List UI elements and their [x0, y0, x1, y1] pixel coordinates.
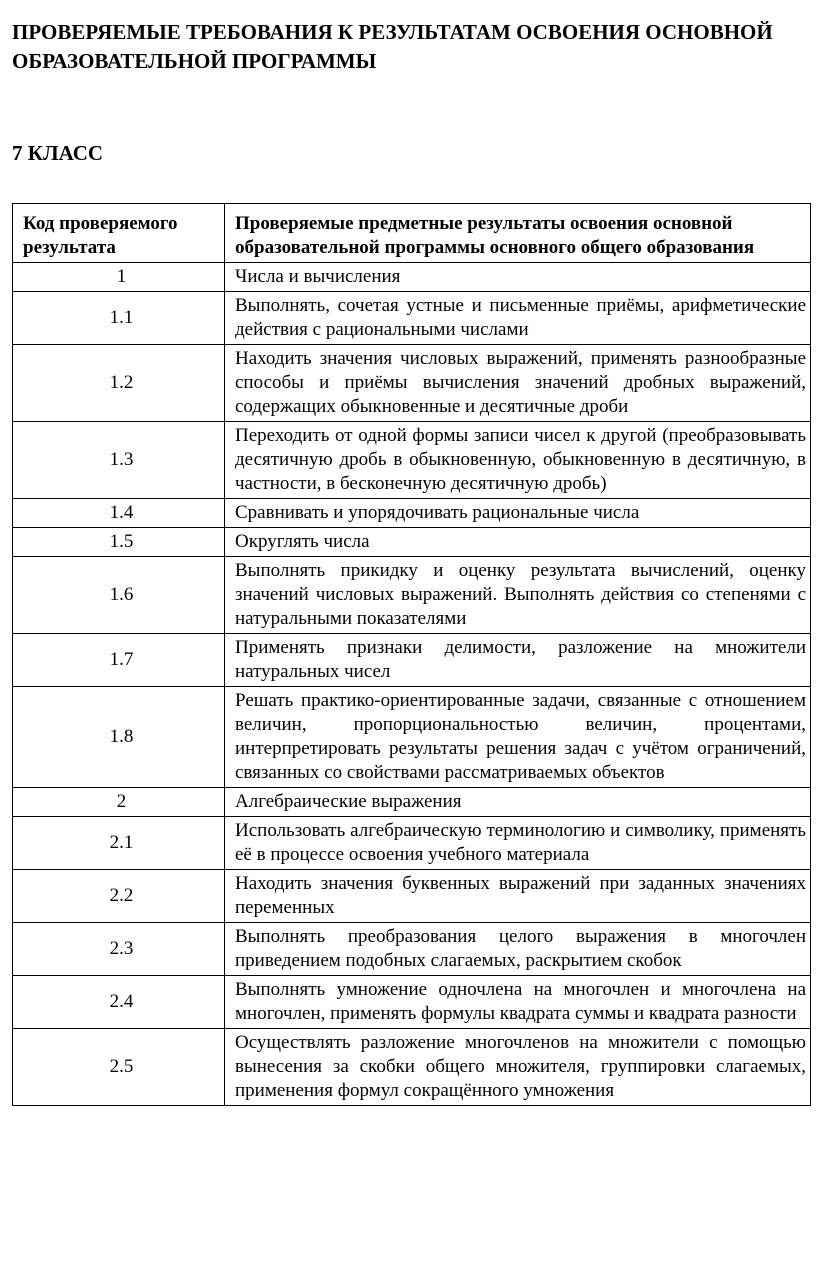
- result-code: 2.3: [13, 923, 225, 976]
- result-description: Переходить от одной формы записи чисел к другой (преобразовывать десятичную дробь в обыкновенную, обыкновенную в десятичную, в частности, в бесконечную десятичную дробь): [225, 422, 811, 499]
- result-description: Сравнивать и упорядочивать рациональные числа: [225, 499, 811, 528]
- table-row: [13, 345, 811, 422]
- result-description: Числа и вычисления: [225, 263, 811, 292]
- result-description: Выполнять, сочетая устные и письменные приёмы, арифметические действия с рациональными числами: [225, 292, 811, 345]
- result-code: 2.4: [13, 976, 225, 1029]
- table-row: [13, 528, 811, 557]
- result-code: 1.5: [13, 528, 225, 557]
- table-header-row: [13, 204, 811, 263]
- result-code: 2.2: [13, 870, 225, 923]
- result-code: 1.1: [13, 292, 225, 345]
- result-description: Находить значения буквенных выражений при заданных значениях переменных: [225, 870, 811, 923]
- table-row: [13, 870, 811, 923]
- table-row: [13, 976, 811, 1029]
- result-description: Использовать алгебраическую терминологию и символику, применять её в процессе освоения учебного материала: [225, 817, 811, 870]
- column-header-code: Код проверяемого результата: [13, 204, 225, 263]
- result-code: 2.5: [13, 1029, 225, 1106]
- result-description: Решать практико-ориентированные задачи, связанные с отношением величин, пропорциональностью величин, процентами, интерпретировать результаты решения задач с учётом ограничений, связанных со свойствами рассматриваемых объектов: [225, 687, 811, 788]
- result-description: Выполнять умножение одночлена на многочлен и многочлена на многочлен, применять формулы квадрата суммы и квадрата разности: [225, 976, 811, 1029]
- table-row: [13, 292, 811, 345]
- result-description: Находить значения числовых выражений, применять разнообразные способы и приёмы вычисления значений дробных выражений, содержащих обыкновенные и десятичные дроби: [225, 345, 811, 422]
- result-code: 1.7: [13, 634, 225, 687]
- result-description: Осуществлять разложение многочленов на множители с помощью вынесения за скобки общего множителя, группировки слагаемых, применения формул сокращённого умножения: [225, 1029, 811, 1106]
- result-code: 1.6: [13, 557, 225, 634]
- requirements-table: [12, 203, 811, 1106]
- result-code: 1.2: [13, 345, 225, 422]
- grade-heading: 7 КЛАСС: [12, 141, 104, 165]
- result-code: 1: [13, 263, 225, 292]
- result-description: Применять признаки делимости, разложение на множители натуральных чисел: [225, 634, 811, 687]
- result-description: Выполнять прикидку и оценку результата вычислений, оценку значений числовых выражений. Выполнять действия со степенями с натуральными показателями: [225, 557, 811, 634]
- document-title: ПРОВЕРЯЕМЫЕ ТРЕБОВАНИЯ К РЕЗУЛЬТАТАМ ОСВОЕНИЯ ОСНОВНОЙ ОБРАЗОВАТЕЛЬНОЙ ПРОГРАММЫ: [12, 20, 773, 73]
- table-row: [13, 788, 811, 817]
- result-description: Алгебраические выражения: [225, 788, 811, 817]
- column-header-results: Проверяемые предметные результаты освоения основной образовательной программы основного общего образования: [225, 204, 811, 263]
- table-row: [13, 687, 811, 788]
- result-code: 1.3: [13, 422, 225, 499]
- table-row: [13, 422, 811, 499]
- result-description: Округлять числа: [225, 528, 811, 557]
- result-code: 1.4: [13, 499, 225, 528]
- result-code: 2.1: [13, 817, 225, 870]
- table-row: [13, 263, 811, 292]
- result-description: Выполнять преобразования целого выражения в многочлен приведением подобных слагаемых, раскрытием скобок: [225, 923, 811, 976]
- table-row: [13, 499, 811, 528]
- table-row: [13, 817, 811, 870]
- result-code: 1.8: [13, 687, 225, 788]
- table-row: [13, 923, 811, 976]
- table-row: [13, 634, 811, 687]
- table-row: [13, 557, 811, 634]
- result-code: 2: [13, 788, 225, 817]
- table-row: [13, 1029, 811, 1106]
